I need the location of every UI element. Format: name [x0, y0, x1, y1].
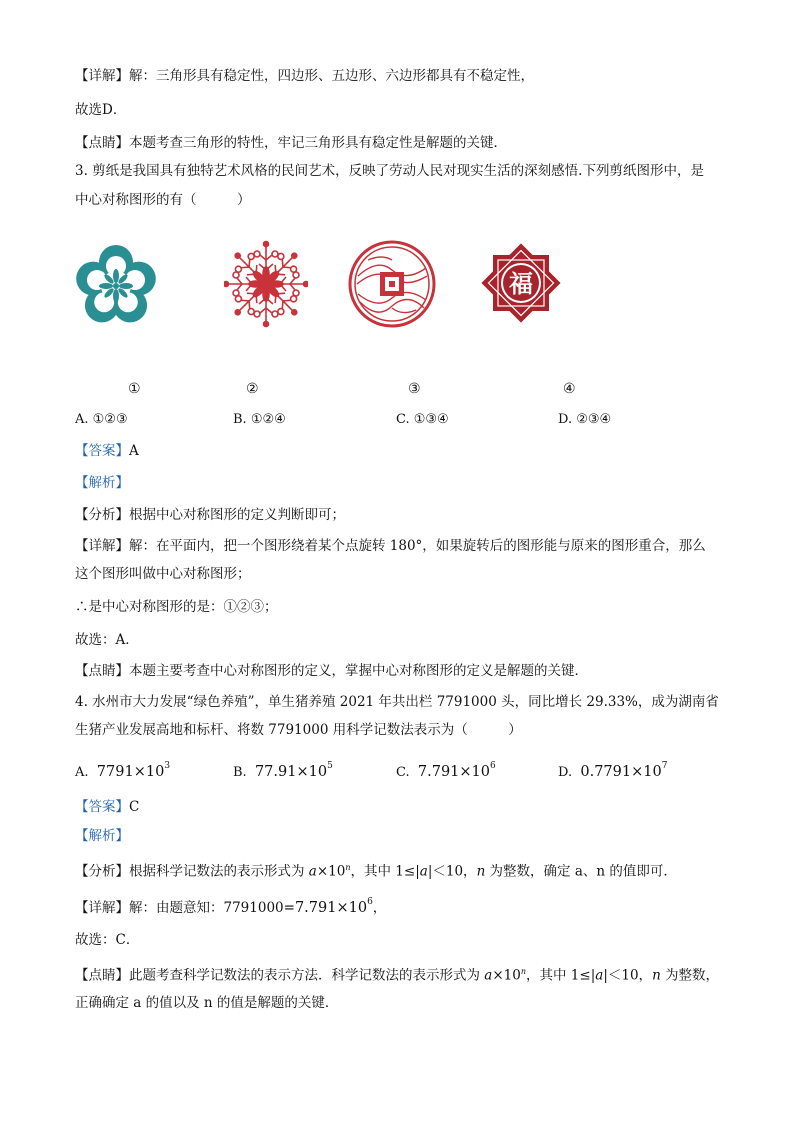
- question-4-stem: 4. 水州市大力发展“绿色养殖”，单生猪养殖 2021 年共出栏 7791000 头，同比增长 29.33%，成为湖南省: [75, 694, 719, 710]
- text-line: 故选：A．: [75, 632, 139, 648]
- text-line: 正确确定 a 的值以及 n 的值是解题的关键．: [75, 995, 339, 1011]
- option-d: D. ②③④: [558, 412, 612, 427]
- analysis-tag: 【解析】: [75, 475, 129, 491]
- answer-value: C: [129, 799, 140, 815]
- answer-tag: 【答案】: [75, 799, 129, 815]
- plum-blossom-figure: [75, 245, 157, 327]
- answer-tag: 【答案】: [75, 443, 129, 459]
- text-line: 故选D．: [75, 102, 127, 118]
- text-line: ∴是中心对称图形的是：①②③；: [75, 599, 278, 615]
- question-3-stem: 3. 剪纸是我国具有独特艺术风格的民间艺术，反映了劳动人民对现实生活的深刻感悟.下列剪纸图形中，是: [75, 163, 704, 179]
- fu-octagram-figure: [478, 240, 564, 326]
- option-a: A. $7791\times 10^3$: [75, 761, 171, 780]
- circular-pattern-figure: [348, 240, 436, 328]
- answer-line: [75, 797, 139, 817]
- text-line: 【点睛】本题主要考查中心对称图形的定义，掌握中心对称图形的定义是解题的关键．: [75, 663, 588, 679]
- text-line: 【点睛】本题考查三角形的特性，牢记三角形具有稳定性是解题的关键．: [75, 135, 507, 151]
- fu-character: 福: [509, 269, 533, 298]
- option-c: C. ①③④: [396, 412, 449, 427]
- snowflake-figure: [224, 238, 308, 330]
- analysis-tag: 【解析】: [75, 828, 129, 844]
- figure-number-1: ①: [128, 381, 141, 397]
- option-b: B. ①②④: [233, 412, 286, 427]
- figure-number-2: ②: [246, 381, 259, 397]
- option-c: C. $7.791\times 10^6$: [396, 761, 496, 780]
- detail-line: 【详解】解：由题意知：$7791000=7.791\times 10^6$，: [75, 897, 387, 916]
- analysis-line: 【分析】根据科学记数法的表示形式为 $a\times 10^n$，其中 1≤|a|＜10，n 为整数，确定 a、n 的值即可．: [75, 863, 677, 880]
- figure-number-4: ④: [563, 381, 576, 397]
- text-line: 这个图形叫做中心对称图形；: [75, 566, 251, 582]
- figure-number-3: ③: [408, 381, 421, 397]
- option-d: D. $0.7791\times 10^7$: [558, 761, 668, 780]
- text-line: 【详解】解：在平面内，把一个图形绕着某个点旋转 180°，如果旋转后的图形能与原来的图形重合，那么: [75, 538, 706, 554]
- text-line: 故选：C．: [75, 932, 140, 948]
- text-line: 【详解】解：三角形具有稳定性，四边形、五边形、六边形都具有不稳定性，: [75, 68, 534, 84]
- text-line: 【分析】根据中心对称图形的定义判断即可；: [75, 507, 345, 523]
- answer-line: [75, 441, 139, 461]
- answer-value: A: [129, 443, 139, 459]
- question-3-stem-cont: 中心对称图形的有（ ）: [75, 192, 251, 208]
- option-b: B. $77.91\times 10^5$: [233, 761, 333, 780]
- option-a: A. ①②③: [75, 412, 128, 427]
- question-4-stem-cont: 生猪产业发展高地和标杆、将数 7791000 用科学记数法表示为（ ）: [75, 722, 522, 738]
- point-line: 【点睛】此题考查科学记数法的表示方法．科学记数法的表示形式为 $a\times 10^n$，其中 1≤|a|＜10，n 为整数，: [75, 967, 720, 984]
